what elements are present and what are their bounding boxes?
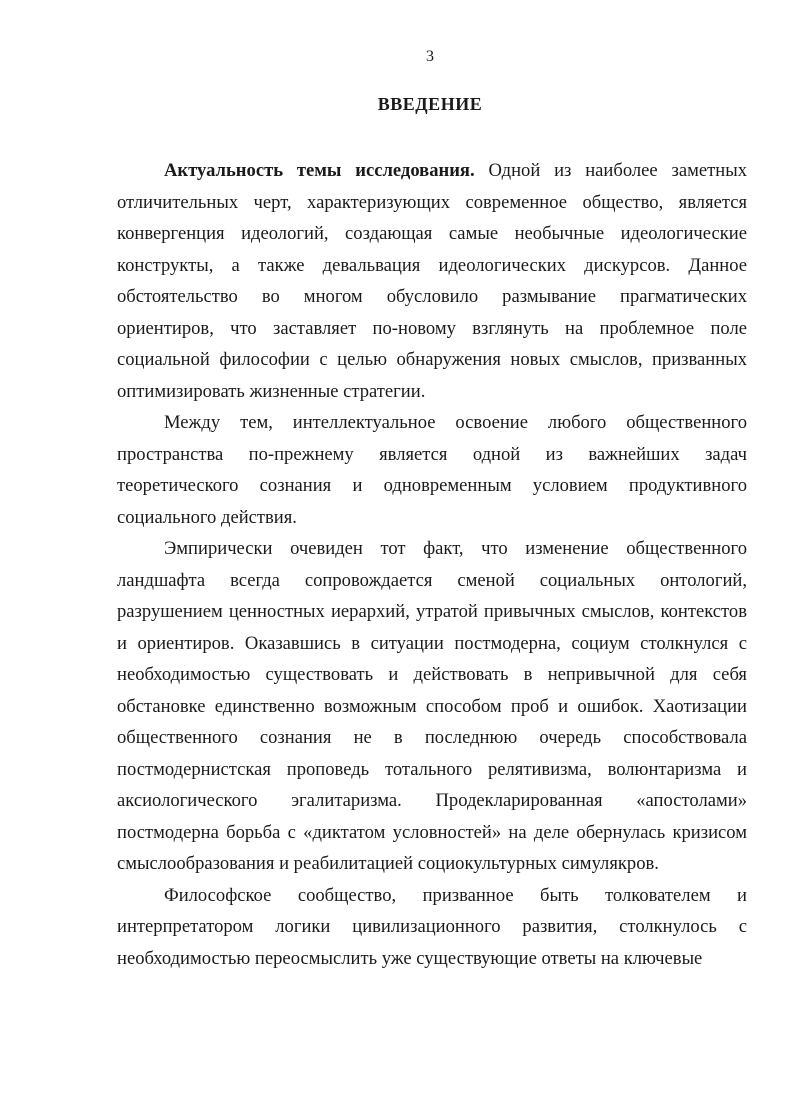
paragraph-empirical-fact: Эмпирически очевиден тот факт, что изменение общественного ландшафта всегда сопровождается сменой социальных онтологий, разрушением ценностных иерархий, утратой привычных смыслов, контекстов и ориентиров. Оказавшись в ситуации постмодерна, социум столкнулся с необходимостью существовать и действовать в непривычной для себя обстановке единственно возможным способом проб и ошибок. Хаотизации общественного сознания не в последнюю очередь способствовала постмодернистская проповедь тотального релятивизма, волюнтаризма и аксиологического эгалитаризма. Продекларированная «апостолами» постмодерна борьба с «диктатом условностей» на деле обернулась кризисом смыслообразования и реабилитацией социокультурных симулякров. bbox=[117, 538, 747, 874]
paragraph-text: Одной из наиболее заметных отличительных черт, характеризующих современное общество, является конвергенция идеологий, создающая самые необычные идеологические конструкты, а также девальвация идеологических дискурсов. Данное обстоятельство во многом обусловило размывание прагматических ориентиров, что заставляет по-новому взглянуть на проблемное поле социальной философии с целью обнаружения новых смыслов, призванных оптимизировать жизненные стратегии. bbox=[117, 160, 747, 402]
paragraph-intellectual-development: Между тем, интеллектуальное освоение любого общественного пространства по-прежнему является одной из важнейших задач теоретического сознания и одновременным условием продуктивного социального действия. bbox=[117, 412, 747, 528]
section-heading: ВВЕДЕНИЕ bbox=[377, 94, 483, 114]
paragraph-philosophical-community: Философское сообщество, призванное быть толкователем и интерпретатором логики цивилизационного развития, столкнулось с необходимостью переосмыслить уже существующие ответы на ключевые bbox=[117, 884, 747, 969]
page-number: 3 bbox=[426, 48, 434, 65]
body-text bbox=[117, 155, 747, 974]
paragraph-lead: Актуальность темы исследования. bbox=[164, 160, 475, 181]
paragraph-relevance bbox=[117, 155, 747, 407]
